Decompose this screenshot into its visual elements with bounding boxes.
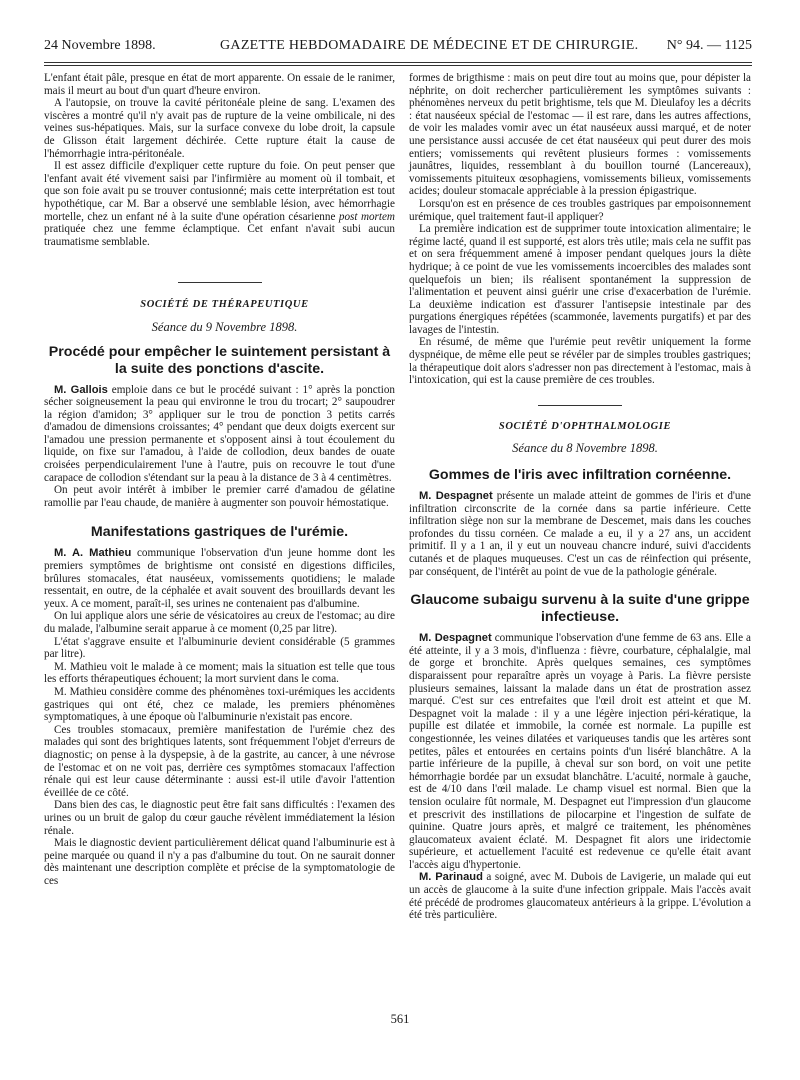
author-name: M. Despagnet xyxy=(419,632,492,645)
author-name: M. Gallois xyxy=(54,383,108,396)
paragraph: M. Mathieu considère comme des phénomènes toxi-urémiques les accidents gastriques qui ont été, chez ce malade, les premiers phénomènes symptomatiques, à une époque où l'albuminurie n'existait pas encore. xyxy=(44,685,395,724)
spacer xyxy=(409,455,751,467)
paragraph: A l'autopsie, on trouve la cavité péritonéale pleine de sang. L'examen des viscères a montré qu'il n'y avait pas de rupture de la veine ombilicale, ni des veines sus-hépatiques. Mais, sur la surface convexe du lobe droit, la capsule de Glisson était largement déchirée. Cette rupture était la cause de l'hémorrhagie intra-péritonéale. xyxy=(44,97,395,160)
left-column xyxy=(44,72,395,887)
paragraph: La première indication est de supprimer toute intoxication alimentaire; le régime lacté, quand il est supporté, est alors très utile; mais cela ne suffit pas et on sera fréquemment amené à imposer pendant quelques jours la diète hydrique; à ce point de vue les vomissements incoercibles des malades sont quelquefois un bien; ils réalisent spontanément la suppression de l'alimentation et peuvent ainsi guérir une crise d'exacerbation de l'urémie. La deuxième indication est d'assurer l'antisepsie intestinale par des purgations énergiques répétées (scammonée, lavements purgatifs) et par des lavages de l'intestin. xyxy=(409,223,751,336)
paragraph: Mais le diagnostic devient particulièrement délicat quand l'albuminurie est à peine marquée ou quand il n'y a pas d'albumine du tout. On ne saurait donner dès maintenant une description complète et précise de la symptomatologie de ces xyxy=(44,837,395,887)
text-run: communique l'observation d'un jeune homme dont les premiers symptômes de brightisme ont consisté en digestions difficiles, brûlures stomacales, état nauséeux, vomissements quotidiens; le malade ressentait, en outre, de la céphalée et avait souvent des brouillards devant les yeux. A ce moment, paraît-il, ses urines ne contenaient pas d'albumine. xyxy=(44,547,396,610)
society-heading: SOCIÉTÉ DE THÉRAPEUTIQUE xyxy=(140,299,309,311)
italic-term: post mortem xyxy=(338,210,395,223)
paragraph xyxy=(44,547,395,610)
article-title: Procédé pour empêcher le suintement persistant à la suite des ponctions d'ascite. xyxy=(48,343,391,377)
text-run: pratiquée chez une femme éclamptique. Cet enfant n'avait subi aucun traumatisme semblable. xyxy=(44,223,395,248)
article-title: Glaucome subaigu survenu à la suite d'une grippe infectieuse. xyxy=(410,592,750,626)
text-run: présente un malade atteint de gommes de l'iris et d'une infiltration circonscrite de la cornée dans sa partie inférieure. Cette infiltration siège non sur la membrane de Descemet, mais dans les couches profondes du tissu cornéen. Ce malade a eu, il y a 27 ans, un accident primitif. Il y a 1 an, il y eut un nouveau chancre induré, suivi d'accidents cutanés et de plaques muqueuses. C'est un cas de réinfection qui présente, par conséquent, de l'intérêt au point de vue de la pathologie générale. xyxy=(409,490,751,578)
paragraph: M. Mathieu voit le malade à ce moment; mais la situation est telle que tous les efforts thérapeutiques échouent; la mort survient dans le coma. xyxy=(44,660,395,686)
paragraph: Lorsqu'on est en présence de ces troubles gastriques par empoisonnement urémique, quel traitement faut-il appliquer? xyxy=(409,197,751,223)
paragraph: On lui applique alors une série de vésicatoires au creux de l'estomac; au dire du malade, l'albumine serait apparue à ce moment (0,25 par litre). xyxy=(44,610,395,635)
text-run: communique l'observation d'une femme de 63 ans. Elle a été atteinte, il y a 3 mois, d'influenza : fièvre, courbature, céphalalgie, mal de gorge et bronchite. Après quelques semaines, ces symptômes disparaissent pour reparaître après un voyage à Paris. La fièvre persiste plusieurs semaines, laissant la malade dans un état de prostration assez marqué. C'est sur ces entrefaites que l'œil droit est atteint et que M. Despagnet voit la malade : il y a une légère injection péri-kératique, la pupille est dilatée et immobile, la cornée est normale. La pupille est congestionnée, les veines dilatées et variqueuses tandis que les artères sont petites, pâles et entourées en certains points d'un liséré blanchâtre. A la partie inférieure de la pupille, à cheval sur son bord, on voit une petite hémorrhagie bordée par un exsudat blanchâtre. L'acuité, normale à gauche, est de 4/10 dans l'œil malade. Le champ visuel est normal. Bien que la tension oculaire fût normale, M. Despagnet eut l'impression d'un glaucome et prescrivit des instillations de pilocarpine et l'ingestion de sulfate de quinine. Quatre jours après, et malgré ce traitement, les phénomènes glaucomateux avaient éclaté. M. Despagnet fit alors une iridectomie supérieure, et actuellement l'acuité est redevenue ce qu'elle était avant l'accès aigu d'hypertonie. xyxy=(409,632,751,871)
session-date: Séance du 9 Novembre 1898. xyxy=(151,319,298,334)
paragraph xyxy=(409,490,751,578)
paragraph: Dans bien des cas, le diagnostic peut être fait sans difficultés : l'examen des urines ou un bruit de galop du cœur gauche révèlent immédiatement la lésion rénale. xyxy=(44,799,395,837)
header-rule-thin xyxy=(44,65,752,66)
paragraph: En résumé, de même que l'urémie peut revêtir uniquement la forme dyspnéique, de même elle peut se révéler par de simples troubles gastriques; la thérapeutique doit alors s'adresser non pas directement à l'estomac, mais à l'intoxication, qui est la cause première de ces troubles. xyxy=(409,336,751,387)
author-name: M. A. Mathieu xyxy=(54,547,132,560)
spacer xyxy=(44,283,395,299)
article-title: Gommes de l'iris avec infiltration cornéenne. xyxy=(428,467,732,484)
header-issue-page: N° 94. — 1125 xyxy=(666,38,752,53)
spacer xyxy=(44,248,395,282)
author-name: M. Despagnet xyxy=(419,490,493,503)
header-journal-title: GAZETTE HEBDOMADAIRE DE MÉDECINE ET DE CHIRURGIE. xyxy=(220,38,639,53)
author-name: M. Parinaud xyxy=(419,871,483,884)
spacer xyxy=(409,387,751,405)
spacer xyxy=(44,334,395,344)
paragraph: formes de brigthisme : mais on peut dire tout au moins que, pour dépister la néphrite, on doit rechercher particulièrement les symptômes suivants : phénomènes nerveux du petit brightisme, tels que M. Dieulafoy les a décrits : état nauséeux spécial de l'estomac — il est rare, dans les autres affections, de voir les malades vomir avec un état nauséeux aussi marqué, et de noter une persistance aussi accusée de cet état nauséeux qui peut durer des mois entiers; vomissements qui revêtent plusieurs formes : vomissements jaunâtres, liquides, ressemblant à du bouillon tourné (Lancereaux), vomissements pituiteux œsophagiens, vomissements bilieux, vomissements acides; douleur stomacale appréciable à la pression épigastrique. xyxy=(409,72,751,198)
paragraph: L'état s'aggrave ensuite et l'albuminurie devient considérable (5 grammes par litre). xyxy=(44,635,395,661)
running-header xyxy=(44,34,752,56)
right-column xyxy=(409,72,751,922)
article-title: Manifestations gastriques de l'urémie. xyxy=(90,524,349,541)
paragraph xyxy=(44,160,395,248)
paragraph xyxy=(409,632,751,871)
paragraph: Ces troubles stomacaux, première manifestation de l'urémie chez des malades qui sont des brightiques latents, sont fréquemment l'objet d'erreurs de diagnostic; on pense à la dyspepsie, à de la gastrite, au cancer, à une névrose de l'estomac et on ne voit pas, derrière ces symptômes stomacaux l'affection rénale qui est leur cause déterminante : aussi est-il utile d'avoir l'attention éveillée de ce côté. xyxy=(44,723,395,799)
paragraph xyxy=(409,871,751,921)
header-date: 24 Novembre 1898. xyxy=(44,38,156,53)
society-heading: SOCIÉTÉ D'OPHTHALMOLOGIE xyxy=(498,420,672,432)
spacer xyxy=(409,578,751,592)
header-rule xyxy=(44,62,752,63)
paragraph: L'enfant était pâle, presque en état de mort apparente. On essaie de le ranimer, mais il meurt au bout d'un quart d'heure environ. xyxy=(44,72,395,97)
text-run: a soigné, avec M. Dubois de Lavigerie, un malade qui eut un accès de glaucome à la suite d'une infection grippale. Mais l'accès avait été précédé de prodromes glaucomateux antérieurs à la grippe. L'évolution a été très particulière. xyxy=(409,871,751,922)
session-date: Séance du 8 Novembre 1898. xyxy=(512,441,658,456)
page-number: 561 xyxy=(390,1012,410,1026)
spacer xyxy=(409,406,751,421)
text-run: Il est assez difficile d'expliquer cette rupture du foie. On peut penser que l'enfant avait été vivement saisi par l'infirmière au moment où il tombait, et que son foie avait pu se trouver contusionné; mais cette interprétation est tout hypothétique, car M. Bar a observé une semblable lésion, avec hémorrhagie mortelle, chez un enfant né à la suite d'une opération césarienne xyxy=(44,160,395,223)
paragraph: On peut avoir intérêt à imbiber le premier carré d'amadou de gélatine ramollie par l'eau chaude, de manière à augmenter son pouvoir hémostatique. xyxy=(44,484,395,509)
text-run: emploie dans ce but le procédé suivant : 1° après la ponction sécher soigneusement la peau qui environne le trou du trocart; 2° saupoudrer la région d'amidon; 3° appliquer sur le trou de ponction 3 petits carrés d'amadou de dimensions croissantes; 4° pendant que deux doigts exercent sur l'amadou une pression permanente et s'opposent ainsi à tout écoulement du liquide, on fixe sur l'amadou, à l'aide de collodion, deux bandes de ouate croisées perpendiculairement l'une à l'autre, puis on recouvre le tout d'une carapace de collodion s'étendant sur la peau à la distance de 3 à 4 centimètres. xyxy=(44,383,396,484)
spacer xyxy=(44,509,395,524)
paragraph xyxy=(44,384,395,485)
